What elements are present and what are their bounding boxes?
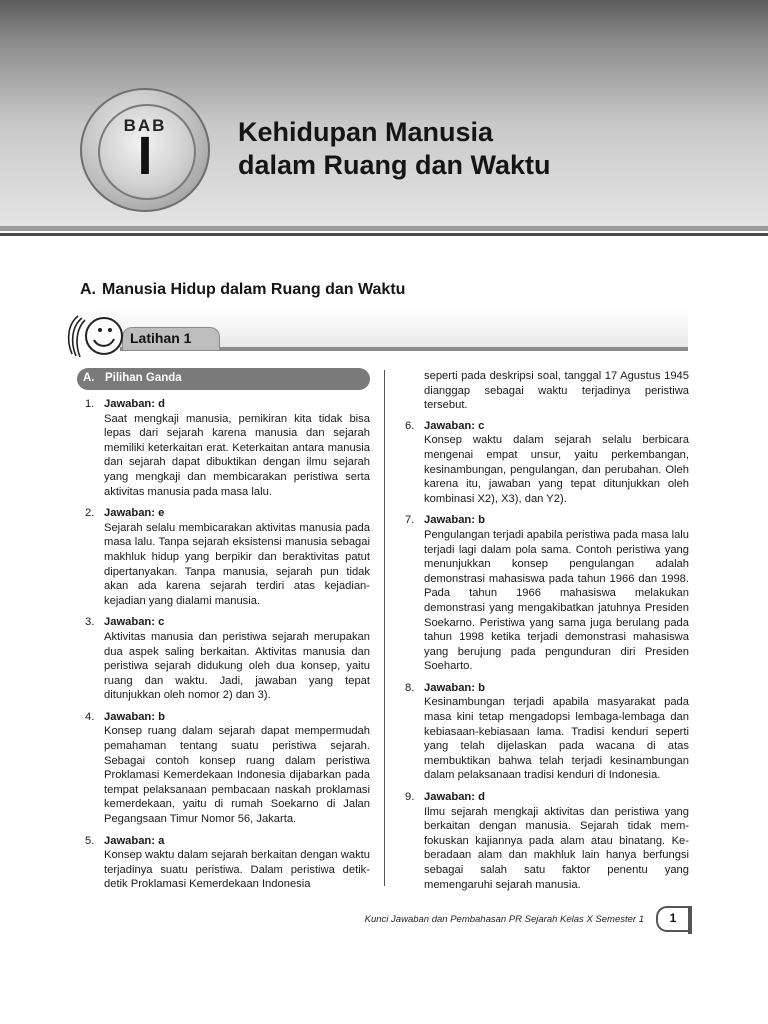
answer-item (80, 615, 370, 703)
chapter-badge-label: BAB (123, 116, 167, 135)
exercise-label: Latihan 1 (130, 330, 192, 346)
answer-explanation: Sejarah selalu membicarakan aktivitas manusia pada masa lalu. Tanpa sejarah eksistensi manusia sebagai makhluk hidup yang berpikir dan beraktivitas patut dipertanyakan. Tanpa manusia, sejarah pun tidak akan ada karena sejarah terdiri atas kejadian-kejadian yang dialami manusia. (104, 521, 370, 607)
answer-item (400, 681, 689, 783)
answer-key: Jawaban: b (104, 710, 165, 723)
item-number: 8. (405, 681, 415, 694)
answer-item (400, 419, 689, 507)
answer-explanation: Saat mengkaji manusia, pemikiran kita tidak bisa lepas dari sejarah karena manusia dan sejarah memiliki keterkaitan erat. Keterkaitan antara manusia dan sejarah dapat dibuktikan dengan ilmu sejarah yang mengkaji dan membicarakan peristiwa serta aktivitas manusia pada masa lalu. (104, 412, 370, 498)
answer-item (80, 710, 370, 827)
answer-key: Jawaban: c (424, 419, 485, 432)
answer-key: Jawaban: d (424, 791, 485, 804)
multiple-choice-label: Pilihan Ganda (105, 372, 182, 384)
answer-explanation: Kesinambungan terjadi apabila masyarakat pada masa kini tetap mengadopsi lembaga-lembaga dan kebiasaan-kebiasaan lama. Tradisi kenduri seperti yang telah dijelaskan pada wacana di atas membuktikan bahwa telah terjadi kesinambungan dalam pelaksanaan tradisi kenduri di Indonesia. (424, 696, 689, 782)
chapter-number: I (137, 126, 153, 186)
answer-key: Jawaban: d (104, 398, 165, 410)
page-number: 1 (669, 911, 677, 925)
answer-explanation: Konsep ruang dalam sejarah dapat mempermudah pemahaman tentang suatu peristiwa sejarah. Sebagai contoh konsep ruang dalam peristiwa Proklamasi Kemerdekaan Indonesia dijabarkan pada tempat pelaksanaan pembacaan naskah proklamasi kemerdekaan, yaitu di rumah Soekarno di Jalan Pegangsaan Timur Nomor 56, Jakarta. (104, 725, 370, 826)
chapter-title (238, 116, 738, 182)
answer-key: Jawaban: c (104, 616, 165, 629)
column-divider (384, 370, 385, 886)
item-number: 7. (405, 514, 415, 527)
answer-item (80, 506, 370, 608)
answer-key: Jawaban: e (104, 507, 165, 520)
right-column (400, 369, 689, 899)
multiple-choice-letter: A. (83, 372, 95, 384)
banner-divider (0, 226, 768, 231)
answer-item (400, 790, 689, 892)
answer-continuation: seperti pada deskripsi soal, tanggal 17 Agustus 1945 dianggap sebagai waktu terjadinya peristiwa tersebut. (424, 370, 689, 412)
chapter-title-line1: Kehidupan Manusia (238, 117, 494, 147)
answer-key: Jawaban: a (104, 834, 165, 847)
section-letter: A. (80, 281, 96, 298)
answer-item (400, 513, 689, 674)
answer-explanation: Ilmu sejarah mengkaji aktivitas dan peristiwa yang berkaitan dengan manusia. Sejarah tidak mem-fokuskan kajiannya pada alam atau binatang. Ke-beradaan alam dan makhluk lain hanya berfungsi sebagai salah satu faktor penentu yang memengaruhi sejarah manusia. (424, 805, 689, 891)
answer-explanation: Aktivitas manusia dan peristiwa sejarah merupakan dua aspek saling berkaitan. Aktivitas manusia dan peristiwa sejarah didukung oleh dua konsep, yaitu ruang dan waktu. Jadi, jawaban yang tepat ditunjukkan oleh nomor 2) dan 3). (104, 630, 370, 702)
chapter-title-line2: dalam Ruang dan Waktu (238, 150, 551, 180)
answer-key: Jawaban: b (424, 514, 485, 527)
left-column (80, 397, 370, 899)
banner-divider-dark (0, 233, 768, 236)
multiple-choice-bar (77, 368, 370, 390)
answer-key: Jawaban: b (424, 681, 485, 694)
item-number: 2. (85, 507, 95, 520)
answer-explanation: Pengulangan terjadi apabila peristiwa pada masa lalu terjadi lagi dalam pola sama. Contoh peristiwa yang menunjukkan konsep pengulangan adalah demonstrasi mahasiswa pada tahun 1966 dan 1998. Pada tahun 1966 mahasiswa melakukan demonstrasi yang mengakibatkan jatuhnya Presiden Soekarno. Peristiwa yang sama juga berulang pada tahun 1998 ketika terjadi demonstrasi mahasiswa yang berujung pada pengunduran diri Presiden Soeharto. (424, 528, 689, 673)
item-number: 9. (405, 791, 415, 804)
item-number: 6. (405, 419, 415, 432)
section-heading (80, 281, 405, 299)
answer-item (80, 397, 370, 499)
item-number: 1. (85, 398, 95, 410)
item-number: 4. (85, 710, 95, 723)
answer-explanation: Konsep waktu dalam sejarah berkaitan dengan waktu terjadinya suatu peristiwa. Dalam peristiwa detik-detik Proklamasi Kemerdekaan Indonesia (104, 849, 370, 891)
answer-explanation: Konsep waktu dalam sejarah selalu berbicara mengenai empat unsur, yaitu perkembangan, kesinambungan, pengulangan, dan perubahan. Oleh karena itu, jawaban yang tepat ditunjukkan oleh kombinasi X2), X3), dan Y2). (424, 434, 689, 505)
item-number: 5. (85, 834, 95, 847)
smiley-icon (64, 310, 130, 362)
footer-book-title: Kunci Jawaban dan Pembahasan PR Sejarah Kelas X Semester 1 (364, 914, 644, 925)
section-title: Manusia Hidup dalam Ruang dan Waktu (102, 281, 406, 298)
answer-item (80, 834, 370, 892)
item-number: 3. (85, 616, 95, 629)
